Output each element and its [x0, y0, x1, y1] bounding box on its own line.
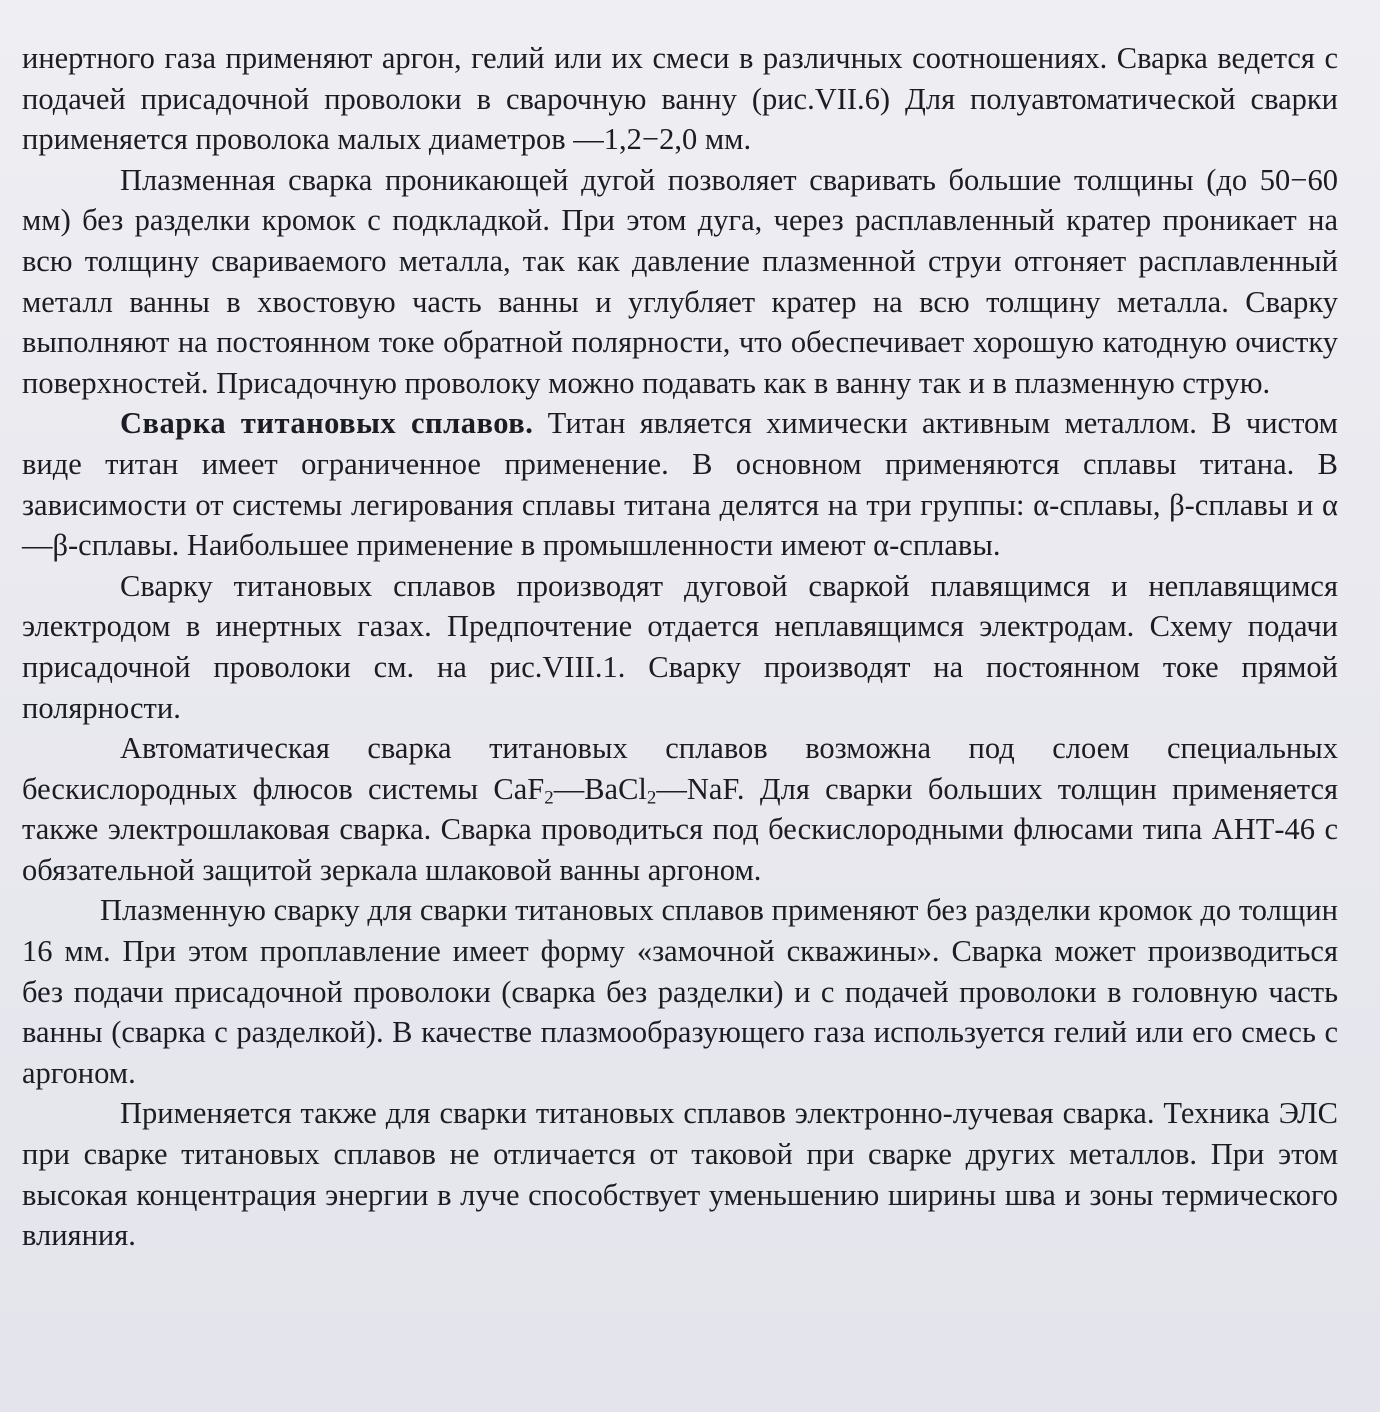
paragraph-text-after: —NaF. Для сварки больших толщин применяется также электрошлаковая сварка. Сварка проводиться под бескислородными флюсами типа АНТ-46 с обязательной защитой зеркала шлаковой ванны аргоном. — [22, 771, 1339, 887]
paragraph-inert-gas — [22, 38, 1338, 160]
section-heading: Сварка титановых сплавов. — [120, 406, 534, 441]
paragraph-text: Плазменная сварка проникающей дугой позволяет сваривать большие толщины (до 50−60 мм) без разделки кромок с подкладкой. При этом дуга, через расплавленный кратер проникает на всю толщину свариваемого металла, так как давление плазменной струи отгоняет расплавленный металл ванны в хвостовую часть ванны и углубляет кратер на всю толщину металла. Сварку выполняют на постоянном токе обратной полярности, что обеспечивает хорошую катодную очистку поверхностей. Присадочную проволоку можно подавать как в ванну так и в плазменную струю. — [22, 162, 1338, 400]
subscript: 2 — [544, 787, 554, 809]
subscript: 2 — [646, 787, 657, 809]
paragraph-automatic-welding — [22, 728, 1338, 890]
paragraph-text-before: Автоматическая сварка титановых сплавов возможна под слоем специальных бескислородных флюсов системы CaF — [22, 731, 1338, 806]
paragraph-text: Титан является химически активным металлом. В чистом виде титан имеет ограниченное применение. В основном применяются сплавы титана. В зависимости от системы легирования сплавы титана делятся на три группы: α-сплавы, β-сплавы и α—β-сплавы. Наибольшее применение в промышленности имеют α-сплавы. — [22, 406, 1338, 563]
paragraph-titanium-alloys — [22, 403, 1338, 565]
paragraph-plasma-titanium — [22, 890, 1338, 1093]
paragraph-text: инертного газа применяют аргон, гелий или их смеси в различных соотношениях. Сварка ведется с подачей присадочной проволоки в сварочную ванну (рис.VII.6) Для полуавтоматической сварки применяется проволока малых диаметров —1,2−2,0 мм. — [22, 41, 1338, 157]
document-body — [22, 38, 1338, 1256]
paragraph-text: Плазменную сварку для сварки титановых сплавов применяют без разделки кромок до толщин 16 мм. При этом проплавление имеет форму «замочной скважины». Сварка может производиться без подачи присадочной проволоки (сварка без разделки) и с подачей проволоки в головную часть ванны (сварка с разделкой). В качестве плазмообразующего газа используется гелий или его смесь с аргоном. — [22, 893, 1338, 1090]
paragraph-text: Сварку титановых сплавов производят дуговой сваркой плавящимся и неплавящимся электродом в инертных газах. Предпочтение отдается неплавящимся электродам. Схему подачи присадочной проволоки см. на рис.VIII.1. Сварку производят на постоянном токе прямой полярности. — [22, 568, 1338, 725]
paragraph-electron-beam — [22, 1093, 1338, 1255]
paragraph-arc-welding — [22, 566, 1338, 728]
paragraph-plasma-welding — [22, 160, 1338, 404]
paragraph-text: Применяется также для сварки титановых сплавов электронно-лучевая сварка. Техника ЭЛС при сварке титановых сплавов не отличается от таковой при сварке других металлов. При этом высокая концентрация энергии в луче способствует уменьшению ширины шва и зоны термического влияния. — [22, 1096, 1338, 1253]
formula-part: —BaCl — [553, 771, 647, 806]
